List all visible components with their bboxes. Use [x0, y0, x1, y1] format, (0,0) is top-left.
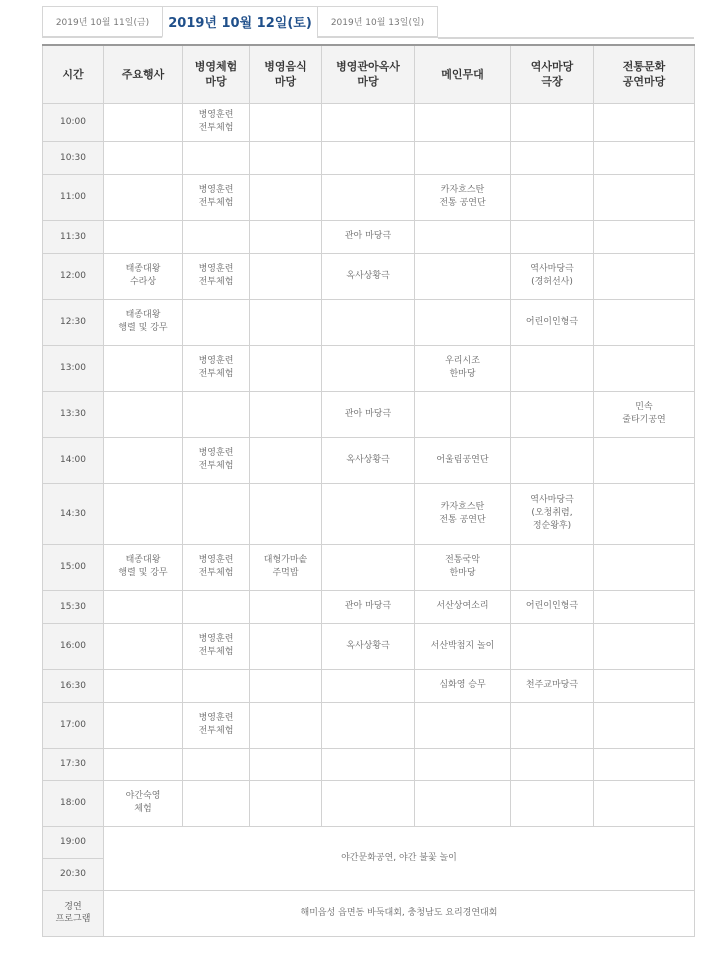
schedule-row [43, 544, 695, 590]
schedule-cell [415, 391, 511, 437]
schedule-cell: 관아 마당극 [322, 590, 415, 623]
schedule-cell [322, 669, 415, 702]
col-header-military-food: 병영음식 마당 [250, 45, 322, 103]
schedule-cell [594, 544, 695, 590]
schedule-cell [104, 141, 183, 174]
schedule-cell [322, 345, 415, 391]
schedule-cell [322, 780, 415, 826]
schedule-cell [322, 299, 415, 345]
schedule-cell [594, 345, 695, 391]
time-cell: 20:30 [43, 858, 104, 890]
schedule-cell [511, 103, 594, 141]
time-cell: 16:00 [43, 623, 104, 669]
time-cell: 10:00 [43, 103, 104, 141]
footer-row [43, 890, 695, 936]
time-cell: 17:30 [43, 748, 104, 780]
schedule-cell: 어린이인형극 [511, 299, 594, 345]
schedule-cell [594, 103, 695, 141]
col-header-traditional-culture: 전통문화 공연마당 [594, 45, 695, 103]
schedule-cell [594, 669, 695, 702]
schedule-cell: 병영훈련 전투체험 [183, 103, 250, 141]
time-cell: 13:30 [43, 391, 104, 437]
schedule-cell [104, 345, 183, 391]
schedule-cell [594, 174, 695, 220]
schedule-cell [594, 299, 695, 345]
schedule-cell [104, 748, 183, 780]
schedule-cell: 병영훈련 전투체험 [183, 437, 250, 483]
time-cell: 12:00 [43, 253, 104, 299]
schedule-cell: 옥사상황극 [322, 253, 415, 299]
schedule-cell [594, 141, 695, 174]
time-cell: 19:00 [43, 826, 104, 858]
schedule-cell [250, 669, 322, 702]
schedule-cell: 야간숙영 체험 [104, 780, 183, 826]
schedule-cell [250, 623, 322, 669]
schedule-cell [511, 437, 594, 483]
schedule-cell [183, 748, 250, 780]
schedule-cell [104, 669, 183, 702]
time-cell: 11:30 [43, 220, 104, 253]
schedule-cell: 심화영 승무 [415, 669, 511, 702]
schedule-cell [250, 141, 322, 174]
schedule-cell [104, 220, 183, 253]
schedule-cell: 병영훈련 전투체험 [183, 702, 250, 748]
schedule-cell: 옥사상황극 [322, 437, 415, 483]
schedule-cell [511, 174, 594, 220]
schedule-cell: 병영훈련 전투체험 [183, 253, 250, 299]
competition-label: 경연 프로그램 [43, 890, 104, 936]
schedule-cell: 서산상여소리 [415, 590, 511, 623]
schedule-cell [594, 483, 695, 544]
schedule-row [43, 483, 695, 544]
schedule-cell: 관아 마당극 [322, 391, 415, 437]
col-header-main-event: 주요행사 [104, 45, 183, 103]
schedule-cell [183, 299, 250, 345]
schedule-cell [104, 623, 183, 669]
schedule-cell [511, 220, 594, 253]
schedule-row [43, 590, 695, 623]
schedule-cell [250, 391, 322, 437]
schedule-row [43, 702, 695, 748]
col-header-history-theater: 역사마당 극장 [511, 45, 594, 103]
schedule-cell [104, 590, 183, 623]
schedule-cell: 어린이인형극 [511, 590, 594, 623]
schedule-cell [594, 590, 695, 623]
schedule-row [43, 669, 695, 702]
schedule-cell [322, 702, 415, 748]
schedule-row [43, 345, 695, 391]
schedule-row [43, 437, 695, 483]
schedule-cell [511, 544, 594, 590]
schedule-cell [183, 220, 250, 253]
header-row [43, 45, 695, 103]
schedule-table [42, 44, 695, 937]
schedule-row [43, 174, 695, 220]
schedule-cell: 태종대왕 행렬 및 강무 [104, 299, 183, 345]
time-cell: 15:30 [43, 590, 104, 623]
schedule-cell: 카자흐스탄 전통 공연단 [415, 483, 511, 544]
time-cell: 14:00 [43, 437, 104, 483]
schedule-cell: 역사마당극 (오청취렴, 정순왕후) [511, 483, 594, 544]
schedule-cell [594, 253, 695, 299]
schedule-cell [594, 780, 695, 826]
schedule-row [43, 623, 695, 669]
schedule-cell [104, 437, 183, 483]
schedule-cell: 어울림공연단 [415, 437, 511, 483]
schedule-cell [104, 483, 183, 544]
schedule-row [43, 103, 695, 141]
schedule-cell [183, 483, 250, 544]
time-cell: 12:30 [43, 299, 104, 345]
schedule-cell [594, 702, 695, 748]
schedule-cell [104, 103, 183, 141]
schedule-row [43, 748, 695, 780]
schedule-cell [183, 141, 250, 174]
schedule-row [43, 141, 695, 174]
schedule-cell [511, 345, 594, 391]
schedule-cell [511, 702, 594, 748]
schedule-cell: 대형가마솥 주먹밥 [250, 544, 322, 590]
schedule-cell [250, 437, 322, 483]
time-cell: 18:00 [43, 780, 104, 826]
schedule-row [43, 299, 695, 345]
schedule-cell: 병영훈련 전투체험 [183, 174, 250, 220]
schedule-cell [594, 748, 695, 780]
schedule-cell [415, 103, 511, 141]
schedule-cell [250, 174, 322, 220]
schedule-cell [594, 437, 695, 483]
schedule-cell: 병영훈련 전투체험 [183, 623, 250, 669]
schedule-cell [250, 299, 322, 345]
tab-oct-13[interactable]: 2019년 10월 13일(일) [317, 6, 438, 38]
schedule-cell [511, 748, 594, 780]
schedule-cell [415, 141, 511, 174]
schedule-cell [415, 780, 511, 826]
time-cell: 15:00 [43, 544, 104, 590]
col-header-time: 시간 [43, 45, 104, 103]
schedule-cell [250, 103, 322, 141]
schedule-cell: 옥사상황극 [322, 623, 415, 669]
schedule-cell [250, 748, 322, 780]
time-cell: 14:30 [43, 483, 104, 544]
schedule-cell [104, 702, 183, 748]
schedule-cell: 민속 줄타기공연 [594, 391, 695, 437]
schedule-row [43, 391, 695, 437]
time-cell: 11:00 [43, 174, 104, 220]
schedule-cell [322, 141, 415, 174]
tab-oct-11[interactable]: 2019년 10월 11일(금) [42, 6, 163, 38]
schedule-cell [511, 780, 594, 826]
schedule-cell: 병영훈련 전투체험 [183, 345, 250, 391]
schedule-cell [415, 748, 511, 780]
schedule-cell: 우리시조 한마당 [415, 345, 511, 391]
schedule-cell [250, 345, 322, 391]
col-header-government-prison: 병영관아옥사 마당 [322, 45, 415, 103]
competition-program-cell: 해미읍성 읍면동 바둑대회, 충청남도 요리경연대회 [104, 890, 695, 936]
schedule-cell: 병영훈련 전투체험 [183, 544, 250, 590]
schedule-cell: 천주교마당극 [511, 669, 594, 702]
schedule-cell [104, 391, 183, 437]
time-cell: 16:30 [43, 669, 104, 702]
schedule-cell [250, 483, 322, 544]
date-tabs [42, 6, 694, 38]
tab-oct-12[interactable]: 2019년 10월 12일(토) [162, 6, 318, 38]
schedule-row [43, 780, 695, 826]
schedule-cell: 카자흐스탄 전통 공연단 [415, 174, 511, 220]
schedule-cell [511, 391, 594, 437]
time-cell: 13:00 [43, 345, 104, 391]
schedule-cell: 역사마당극 (경허선사) [511, 253, 594, 299]
schedule-cell [415, 702, 511, 748]
schedule-cell [250, 590, 322, 623]
schedule-cell [104, 174, 183, 220]
time-cell: 17:00 [43, 702, 104, 748]
schedule-cell [511, 623, 594, 669]
schedule-cell: 태종대왕 수라상 [104, 253, 183, 299]
col-header-main-stage: 메인무대 [415, 45, 511, 103]
schedule-row [43, 253, 695, 299]
schedule-cell: 태종대왕 행렬 및 강무 [104, 544, 183, 590]
schedule-cell [322, 544, 415, 590]
schedule-cell [183, 780, 250, 826]
evening-row [43, 826, 695, 858]
schedule-cell [322, 748, 415, 780]
schedule-cell: 관아 마당극 [322, 220, 415, 253]
schedule-cell [250, 780, 322, 826]
schedule-cell [250, 253, 322, 299]
schedule-cell [415, 220, 511, 253]
schedule-cell [322, 103, 415, 141]
schedule-cell [511, 141, 594, 174]
schedule-cell [183, 669, 250, 702]
schedule-cell [183, 590, 250, 623]
col-header-military-experience: 병영체험 마당 [183, 45, 250, 103]
schedule-cell [250, 220, 322, 253]
schedule-cell [415, 253, 511, 299]
schedule-row [43, 220, 695, 253]
schedule-cell: 전통국악 한마당 [415, 544, 511, 590]
schedule-cell [594, 220, 695, 253]
schedule-cell: 서산박첨지 놀이 [415, 623, 511, 669]
evening-program-cell: 야간문화공연, 야간 불꽃 놀이 [104, 826, 695, 890]
schedule-cell [415, 299, 511, 345]
tabs-divider [438, 37, 694, 39]
schedule-cell [594, 623, 695, 669]
schedule-cell [250, 702, 322, 748]
schedule-cell [322, 174, 415, 220]
schedule-cell [322, 483, 415, 544]
time-cell: 10:30 [43, 141, 104, 174]
schedule-cell [183, 391, 250, 437]
